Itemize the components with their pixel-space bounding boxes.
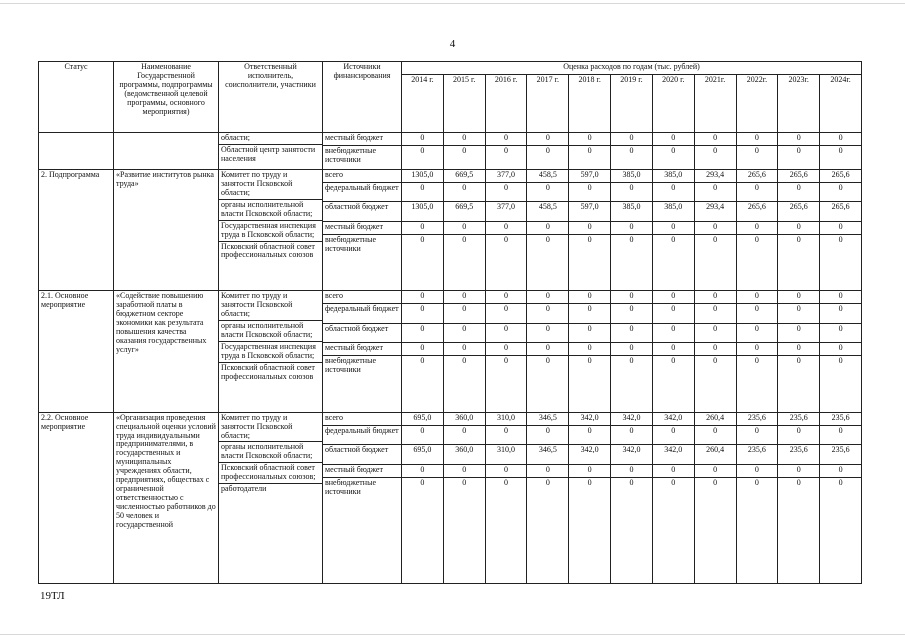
value-cell: 0: [527, 234, 569, 290]
value-cell: 0: [820, 182, 862, 202]
header-status: Статус: [39, 62, 114, 133]
value-cell: 0: [820, 343, 862, 356]
value-cell: 669,5: [443, 202, 485, 222]
responsible-party: Государственная инспекция труда в Псковской области;: [219, 341, 322, 362]
value-cell: 0: [443, 146, 485, 170]
value-cell: 0: [694, 343, 736, 356]
table-row: [39, 291, 862, 304]
value-cell: 235,6: [736, 412, 778, 425]
value-cell: 0: [443, 221, 485, 234]
value-cell: 235,6: [820, 445, 862, 465]
value-cell: 0: [527, 425, 569, 445]
value-cell: 0: [569, 234, 611, 290]
value-cell: 0: [611, 182, 653, 202]
year-header: 2023г.: [778, 75, 820, 133]
value-cell: 597,0: [569, 202, 611, 222]
value-cell: 1305,0: [402, 169, 444, 182]
year-header: 2015 г.: [443, 75, 485, 133]
value-cell: 0: [820, 291, 862, 304]
value-cell: 458,5: [527, 169, 569, 182]
value-cell: 0: [736, 356, 778, 412]
value-cell: 360,0: [443, 412, 485, 425]
value-cell: 342,0: [569, 412, 611, 425]
value-cell: 0: [652, 425, 694, 445]
responsible-party: Областной центр занятости населения: [219, 144, 322, 165]
value-cell: 0: [527, 133, 569, 146]
value-cell: 0: [694, 356, 736, 412]
value-cell: 0: [694, 425, 736, 445]
value-cell: 1305,0: [402, 202, 444, 222]
value-cell: 360,0: [443, 445, 485, 465]
value-cell: 0: [485, 234, 527, 290]
value-cell: 0: [611, 291, 653, 304]
value-cell: 0: [402, 323, 444, 343]
value-cell: 0: [652, 221, 694, 234]
year-header: 2024г.: [820, 75, 862, 133]
responsible-cell: [219, 412, 323, 583]
value-cell: 0: [694, 464, 736, 477]
value-cell: 0: [736, 291, 778, 304]
value-cell: 377,0: [485, 169, 527, 182]
value-cell: 0: [527, 356, 569, 412]
value-cell: 0: [402, 221, 444, 234]
value-cell: 0: [527, 146, 569, 170]
value-cell: 0: [652, 323, 694, 343]
value-cell: 293,4: [694, 202, 736, 222]
value-cell: 265,6: [820, 202, 862, 222]
value-cell: 0: [820, 356, 862, 412]
status-cell: 2. Подпрограмма: [39, 169, 114, 290]
value-cell: 0: [485, 146, 527, 170]
value-cell: 0: [402, 182, 444, 202]
value-cell: 0: [485, 221, 527, 234]
value-cell: 0: [569, 146, 611, 170]
value-cell: 0: [736, 477, 778, 583]
value-cell: 0: [652, 343, 694, 356]
value-cell: 0: [778, 291, 820, 304]
value-cell: 0: [611, 323, 653, 343]
value-cell: 346,5: [527, 412, 569, 425]
responsible-cell: [219, 291, 323, 412]
value-cell: 385,0: [611, 169, 653, 182]
value-cell: 0: [694, 182, 736, 202]
value-cell: 0: [527, 182, 569, 202]
header-sources: Источники финансирования: [323, 62, 402, 133]
value-cell: 0: [694, 304, 736, 324]
value-cell: 0: [485, 133, 527, 146]
table-row: [39, 169, 862, 182]
source-cell: всего: [323, 412, 402, 425]
value-cell: 0: [443, 182, 485, 202]
source-cell: внебюджетные источники: [323, 477, 402, 583]
value-cell: 342,0: [652, 445, 694, 465]
header-responsible: Ответственный исполнитель, соисполнители, участники: [219, 62, 323, 133]
value-cell: 0: [652, 356, 694, 412]
name-cell: [114, 133, 219, 170]
responsible-cell: [219, 169, 323, 290]
value-cell: 310,0: [485, 445, 527, 465]
source-cell: местный бюджет: [323, 343, 402, 356]
value-cell: 0: [820, 304, 862, 324]
value-cell: 260,4: [694, 412, 736, 425]
value-cell: 0: [569, 291, 611, 304]
value-cell: 342,0: [569, 445, 611, 465]
value-cell: 0: [652, 182, 694, 202]
source-cell: внебюджетные источники: [323, 234, 402, 290]
footer-code: 19ТЛ: [40, 590, 65, 602]
value-cell: 0: [527, 304, 569, 324]
value-cell: 0: [736, 221, 778, 234]
year-header: 2019 г.: [611, 75, 653, 133]
value-cell: 0: [569, 464, 611, 477]
responsible-party: Псковский областной совет профессиональных союзов;: [219, 462, 322, 483]
value-cell: 0: [736, 425, 778, 445]
value-cell: 0: [569, 323, 611, 343]
name-cell: «Организация проведения специальной оценки условий труда индивидуальными предпринимателями, в государственных и муниципальных учреждениях области, предприятиях, обществах с ограниченной ответственностью с численностью работников до 50 человек и государственной: [114, 412, 219, 583]
value-cell: 385,0: [652, 169, 694, 182]
name-cell: «Развитие институтов рынка труда»: [114, 169, 219, 290]
year-header: 2018 г.: [569, 75, 611, 133]
responsible-party: органы исполнительной власти Псковской области;: [219, 199, 322, 220]
value-cell: 310,0: [485, 412, 527, 425]
value-cell: 0: [652, 133, 694, 146]
value-cell: 0: [694, 291, 736, 304]
table-row: [39, 133, 862, 146]
value-cell: 0: [778, 221, 820, 234]
value-cell: 235,6: [736, 445, 778, 465]
value-cell: 0: [694, 133, 736, 146]
value-cell: 0: [611, 477, 653, 583]
value-cell: 265,6: [778, 202, 820, 222]
value-cell: 0: [569, 182, 611, 202]
responsible-party: органы исполнительной власти Псковской области;: [219, 441, 322, 462]
value-cell: 346,5: [527, 445, 569, 465]
value-cell: 0: [820, 146, 862, 170]
value-cell: 0: [485, 304, 527, 324]
source-cell: всего: [323, 169, 402, 182]
value-cell: 0: [485, 464, 527, 477]
value-cell: 0: [778, 477, 820, 583]
year-header: 2016 г.: [485, 75, 527, 133]
value-cell: 0: [402, 343, 444, 356]
value-cell: 0: [820, 133, 862, 146]
value-cell: 0: [611, 464, 653, 477]
expenditure-table: [38, 61, 862, 584]
value-cell: 0: [569, 477, 611, 583]
status-cell: [39, 133, 114, 170]
value-cell: 265,6: [736, 169, 778, 182]
value-cell: 0: [820, 234, 862, 290]
value-cell: 0: [443, 343, 485, 356]
value-cell: 0: [736, 323, 778, 343]
value-cell: 0: [778, 323, 820, 343]
value-cell: 0: [736, 304, 778, 324]
value-cell: 235,6: [778, 412, 820, 425]
value-cell: 0: [402, 291, 444, 304]
value-cell: 0: [485, 343, 527, 356]
year-header: 2017 г.: [527, 75, 569, 133]
value-cell: 0: [820, 323, 862, 343]
value-cell: 0: [485, 182, 527, 202]
source-cell: федеральный бюджет: [323, 425, 402, 445]
value-cell: 342,0: [652, 412, 694, 425]
value-cell: 260,4: [694, 445, 736, 465]
status-cell: 2.2. Основное мероприятие: [39, 412, 114, 583]
value-cell: 0: [569, 425, 611, 445]
responsible-party: органы исполнительной власти Псковской области;: [219, 320, 322, 341]
value-cell: 0: [736, 182, 778, 202]
value-cell: 0: [569, 133, 611, 146]
value-cell: 0: [652, 477, 694, 583]
value-cell: 0: [485, 477, 527, 583]
value-cell: 0: [694, 146, 736, 170]
value-cell: 0: [611, 343, 653, 356]
value-cell: 265,6: [820, 169, 862, 182]
value-cell: 0: [611, 221, 653, 234]
value-cell: 0: [778, 146, 820, 170]
value-cell: 0: [402, 464, 444, 477]
value-cell: 0: [694, 477, 736, 583]
value-cell: 0: [527, 477, 569, 583]
source-cell: областной бюджет: [323, 323, 402, 343]
value-cell: 0: [443, 323, 485, 343]
value-cell: 0: [652, 146, 694, 170]
value-cell: 0: [527, 464, 569, 477]
value-cell: 0: [736, 146, 778, 170]
value-cell: 458,5: [527, 202, 569, 222]
status-cell: 2.1. Основное мероприятие: [39, 291, 114, 412]
value-cell: 0: [694, 234, 736, 290]
value-cell: 0: [443, 304, 485, 324]
value-cell: 0: [652, 464, 694, 477]
value-cell: 0: [402, 304, 444, 324]
value-cell: 0: [569, 304, 611, 324]
value-cell: 0: [611, 304, 653, 324]
value-cell: 0: [527, 323, 569, 343]
value-cell: 0: [443, 234, 485, 290]
value-cell: 0: [443, 464, 485, 477]
value-cell: 0: [652, 291, 694, 304]
value-cell: 695,0: [402, 445, 444, 465]
year-header: 2022г.: [736, 75, 778, 133]
value-cell: 0: [569, 356, 611, 412]
header-estimate: Оценка расходов по годам (тыс. рублей): [402, 62, 862, 75]
year-header: 2020 г.: [652, 75, 694, 133]
value-cell: 0: [652, 234, 694, 290]
value-cell: 0: [485, 425, 527, 445]
value-cell: 0: [694, 221, 736, 234]
value-cell: 597,0: [569, 169, 611, 182]
value-cell: 235,6: [820, 412, 862, 425]
value-cell: 0: [569, 221, 611, 234]
value-cell: 0: [820, 425, 862, 445]
value-cell: 0: [402, 133, 444, 146]
value-cell: 0: [820, 221, 862, 234]
value-cell: 0: [402, 477, 444, 583]
year-header: 2021г.: [694, 75, 736, 133]
source-cell: местный бюджет: [323, 133, 402, 146]
value-cell: 0: [778, 425, 820, 445]
value-cell: 377,0: [485, 202, 527, 222]
value-cell: 0: [778, 343, 820, 356]
value-cell: 0: [611, 133, 653, 146]
source-cell: внебюджетные источники: [323, 146, 402, 170]
header-name: Наименование Государственной программы, подпрограммы (ведомственной целевой программы, основного мероприятия): [114, 62, 219, 133]
value-cell: 0: [485, 356, 527, 412]
value-cell: 0: [485, 291, 527, 304]
year-header: 2014 г.: [402, 75, 444, 133]
value-cell: 0: [611, 234, 653, 290]
value-cell: 0: [485, 323, 527, 343]
responsible-party: Псковский областной совет профессиональных союзов: [219, 241, 322, 262]
value-cell: 342,0: [611, 445, 653, 465]
value-cell: 0: [820, 464, 862, 477]
value-cell: 0: [820, 477, 862, 583]
value-cell: 0: [527, 291, 569, 304]
value-cell: 0: [611, 356, 653, 412]
value-cell: 0: [778, 464, 820, 477]
value-cell: 342,0: [611, 412, 653, 425]
value-cell: 0: [778, 133, 820, 146]
value-cell: 0: [402, 356, 444, 412]
responsible-party: области;: [221, 133, 250, 142]
value-cell: 0: [778, 304, 820, 324]
scan-edge-top: [0, 3, 905, 4]
value-cell: 0: [736, 464, 778, 477]
value-cell: 0: [402, 234, 444, 290]
value-cell: 0: [611, 146, 653, 170]
value-cell: 265,6: [736, 202, 778, 222]
page-number: 4: [449, 38, 456, 50]
source-cell: областной бюджет: [323, 445, 402, 465]
responsible-party: Комитет по труду и занятости Псковской области;: [221, 291, 293, 319]
value-cell: 0: [652, 304, 694, 324]
responsible-party: Комитет по труду и занятости Псковской области;: [221, 412, 293, 440]
value-cell: 0: [778, 356, 820, 412]
value-cell: 0: [443, 291, 485, 304]
value-cell: 293,4: [694, 169, 736, 182]
source-cell: федеральный бюджет: [323, 182, 402, 202]
value-cell: 0: [611, 425, 653, 445]
value-cell: 0: [694, 323, 736, 343]
value-cell: 0: [736, 234, 778, 290]
value-cell: 0: [402, 146, 444, 170]
value-cell: 0: [778, 182, 820, 202]
responsible-party: Псковский областной совет профессиональных союзов: [219, 362, 322, 383]
name-cell: «Содействие повышению заработной платы в бюджетном секторе экономики как результата повышения качества оказания государственных услуг»: [114, 291, 219, 412]
source-cell: внебюджетные источники: [323, 356, 402, 412]
scan-edge-bottom: [0, 634, 905, 635]
responsible-cell: [219, 133, 323, 170]
value-cell: 265,6: [778, 169, 820, 182]
value-cell: 0: [736, 133, 778, 146]
source-cell: местный бюджет: [323, 464, 402, 477]
source-cell: федеральный бюджет: [323, 304, 402, 324]
value-cell: 0: [736, 343, 778, 356]
responsible-party: Государственная инспекция труда в Псковской области;: [219, 220, 322, 241]
table-row: [39, 412, 862, 425]
value-cell: 0: [527, 221, 569, 234]
value-cell: 669,5: [443, 169, 485, 182]
value-cell: 0: [527, 343, 569, 356]
value-cell: 0: [443, 425, 485, 445]
source-cell: областной бюджет: [323, 202, 402, 222]
value-cell: 0: [443, 133, 485, 146]
value-cell: 0: [443, 477, 485, 583]
value-cell: 385,0: [611, 202, 653, 222]
responsible-party: работодатели: [219, 483, 322, 495]
source-cell: местный бюджет: [323, 221, 402, 234]
value-cell: 0: [402, 425, 444, 445]
value-cell: 695,0: [402, 412, 444, 425]
responsible-party: Комитет по труду и занятости Псковской области;: [221, 169, 293, 197]
value-cell: 235,6: [778, 445, 820, 465]
value-cell: 0: [569, 343, 611, 356]
value-cell: 385,0: [652, 202, 694, 222]
value-cell: 0: [778, 234, 820, 290]
value-cell: 0: [443, 356, 485, 412]
source-cell: всего: [323, 291, 402, 304]
